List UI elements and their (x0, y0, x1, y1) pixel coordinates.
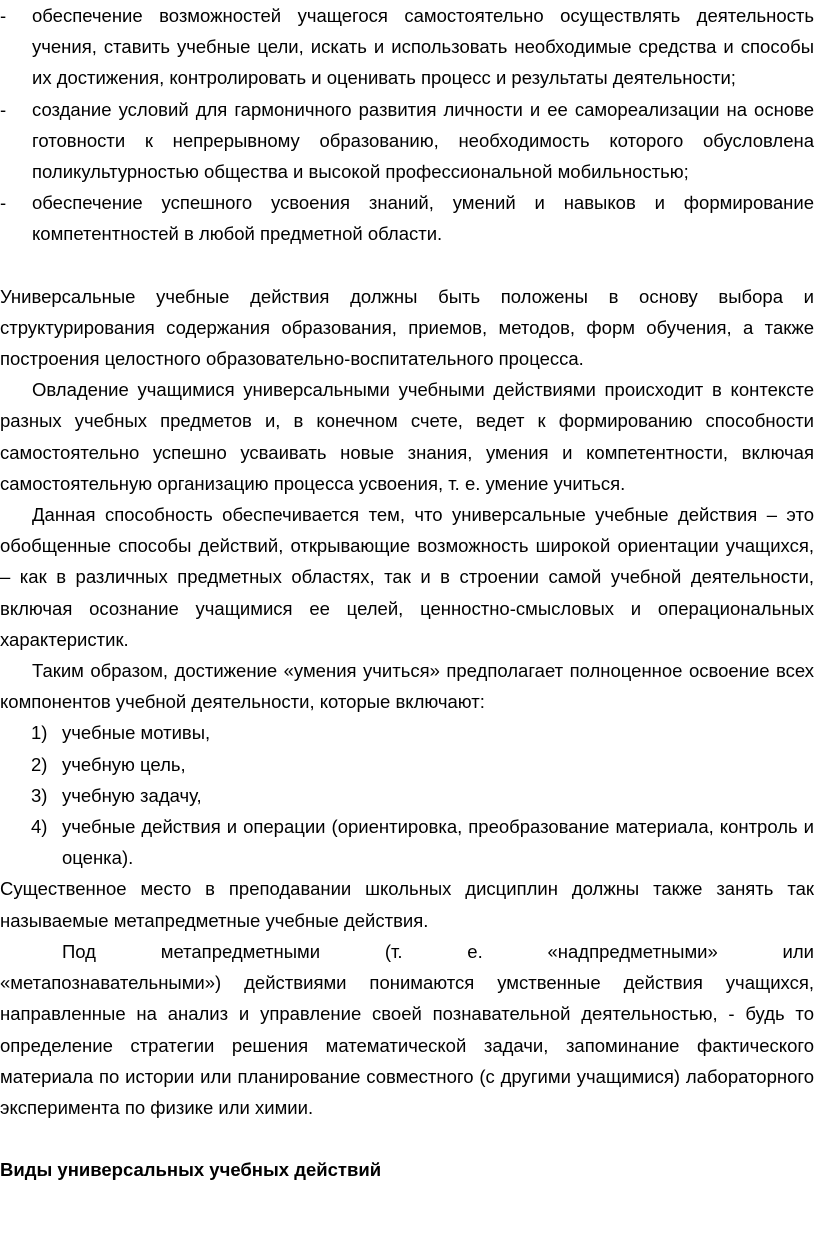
paragraph: Данная способность обеспечивается тем, что универсальные учебные действия – это обобщенные способы действий, открывающие возможность широкой ориентации учащихся, – как в различных предметных областях, так и в строении самой учебной деятельности, включая осознание учащимися ее целей, ценностно-смысловых и операциональных характеристик. (0, 504, 814, 650)
bullet-item (0, 0, 814, 94)
item-text: учебные действия и операции (ориентировка, преобразование материала, контроль и оценка). (62, 816, 814, 869)
item-number: 2) (31, 753, 48, 775)
numbered-item (0, 811, 814, 873)
bullet-list (0, 0, 814, 250)
bullet-text: обеспечение успешного усвоения знаний, умений и навыков и формирование компетентностей в любой предметной области. (32, 192, 814, 245)
numbered-list (0, 717, 814, 873)
bullet-marker: - (0, 98, 7, 120)
numbered-item (0, 780, 814, 811)
bullet-marker: - (0, 192, 7, 214)
item-number: 3) (31, 784, 48, 806)
item-number: 1) (31, 722, 48, 744)
item-text: учебную задачу, (62, 784, 202, 806)
bullet-text: создание условий для гармоничного развития личности и ее самореализации на основе готовности к непрерывному образованию, необходимость которого обусловлена поликультурностью общества и высокой профессиональной мобильностью; (32, 98, 814, 183)
paragraph: «метапознавательными») действиями понимаются умственные действия учащихся, направленные на анализ и управление своей познавательной деятельностью, - будь то определение стратегии решения математической задачи, запоминание фактического материала по истории или планирование совместного (с другими учащимися) лабораторного эксперимента по физике или химии. (0, 972, 814, 1118)
numbered-item (0, 749, 814, 780)
bullet-text: обеспечение возможностей учащегося самостоятельно осуществлять деятельность учения, ставить учебные цели, искать и использовать необходимые средства и способы их достижения, контролировать и оценивать процесс и результаты деятельности; (32, 5, 814, 89)
bullet-item (0, 94, 814, 188)
bullet-item (0, 187, 814, 249)
paragraph: Таким образом, достижение «умения учиться» предполагает полноценное освоение всех компонентов учебной деятельности, которые включают: (0, 660, 814, 713)
item-text: учебную цель, (62, 753, 186, 775)
numbered-item (0, 717, 814, 748)
item-text: учебные мотивы, (62, 722, 211, 744)
paragraph: Универсальные учебные действия должны быть положены в основу выбора и структурирования содержания образования, приемов, методов, форм обучения, а также построения целостного образовательно-воспитательного процесса. (0, 285, 814, 370)
paragraph: Существенное место в преподавании школьных дисциплин должны также занять так называемые метапредметные учебные действия. (0, 878, 814, 931)
item-number: 4) (31, 816, 48, 838)
bullet-marker: - (0, 5, 7, 26)
paragraph-first-line: Под метапредметными (т. е. «надпредметными» или (62, 940, 814, 962)
paragraph: Овладение учащимися универсальными учебными действиями происходит в контексте разных учебных предметов и, в конечном счете, ведет к формированию способности самостоятельно успешно усваивать новые знания, умения и компетентности, включая самостоятельную организацию процесса усвоения, т. е. умение учиться. (0, 379, 814, 494)
section-heading: Виды универсальных учебных действий (0, 1159, 382, 1181)
